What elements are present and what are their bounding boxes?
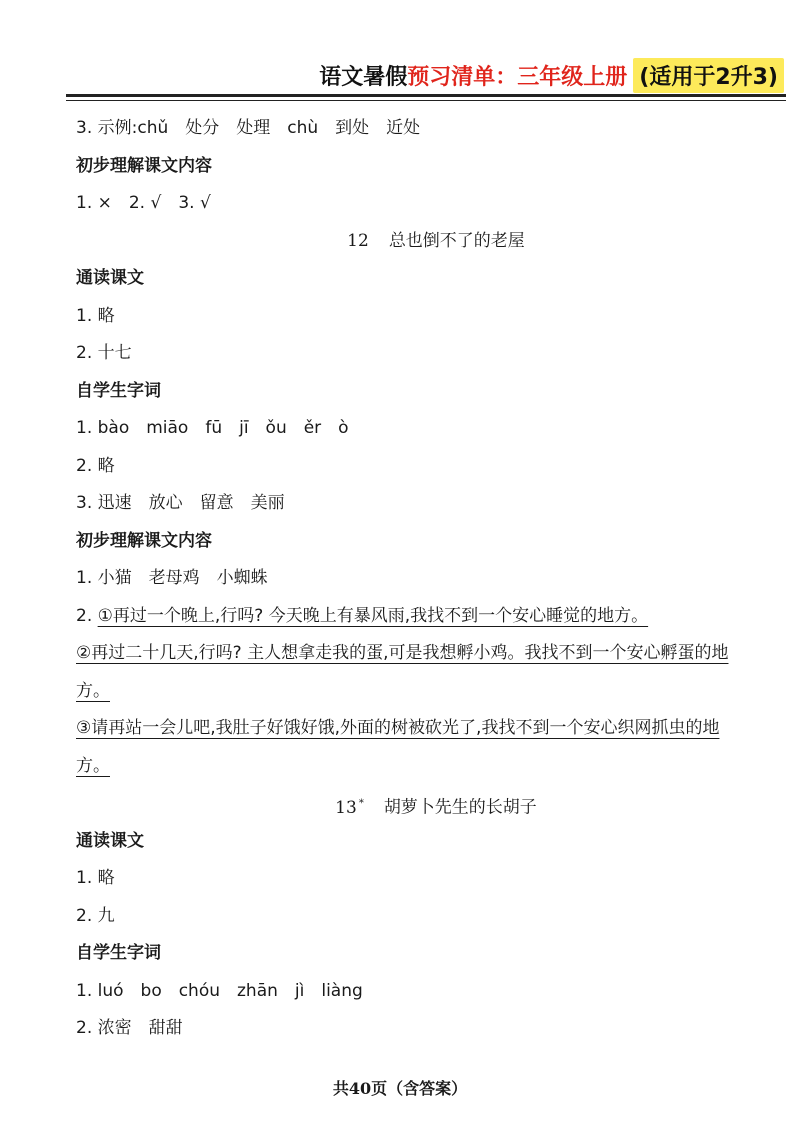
lesson-title (76, 785, 736, 823)
answer-item: 3. 迅速 放心 留意 美丽 (76, 493, 285, 513)
header-rule-thin (66, 100, 786, 101)
underlined-answer (76, 635, 736, 710)
answer-item: 1. × 2. √ 3. √ (76, 193, 211, 213)
answer-item: 1. 略 (76, 868, 115, 888)
answer-item: 2. 略 (76, 455, 115, 476)
lesson-number: 12 (347, 230, 369, 251)
header-title-red: 预习清单：三年级上册 (407, 64, 628, 90)
lesson-name: 总也倒不了的老屋 (388, 230, 525, 251)
section-heading: 通读课文 (76, 268, 144, 288)
answer-item: 1. 略 (76, 305, 115, 326)
underlined-answer (76, 710, 736, 785)
page-header (319, 58, 784, 92)
section-heading: 自学生字词 (76, 380, 161, 401)
lesson-title (76, 223, 736, 261)
answer-item: 2. 十七 (76, 343, 132, 363)
answer-prefix: 2. (76, 605, 98, 626)
section-heading: 自学生字词 (76, 943, 161, 963)
lesson-name: 胡萝卜先生的长胡子 (383, 797, 537, 818)
answer-item: 2. 浓密 甜甜 (76, 1018, 183, 1038)
answer-item: 1. bào miāo fū jī ǒu ěr ò (76, 418, 349, 438)
answer-text: ①再过一个晚上,行吗? 今天晚上有暴风雨,我找不到一个安心睡觉的地方。 (97, 605, 649, 626)
answer-item: 1. luó bo chóu zhān jì liàng (76, 980, 363, 1001)
answer-item: 2. 九 (76, 905, 115, 926)
underlined-answer (76, 598, 736, 636)
answer-content (76, 110, 736, 1048)
page-footer: 共40页（含答案） (332, 1079, 468, 1098)
header-title-black: 语文暑假 (319, 64, 408, 90)
answer-text: ②再过二十几天,行吗? 主人想拿走我的蛋,可是我想孵小鸡。我找不到一个安心孵蛋的地方。 (76, 643, 729, 701)
section-heading: 初步理解课文内容 (76, 155, 212, 176)
section-heading: 初步理解课文内容 (76, 530, 212, 551)
answer-item: 3. 示例:chǔ 处分 处理 chù 到处 近处 (76, 118, 421, 138)
section-heading: 通读课文 (76, 830, 144, 851)
answer-text: ③请再站一会儿吧,我肚子好饿好饿,外面的树被砍光了,我找不到一个安心织网抓虫的地方。 (76, 718, 720, 776)
lesson-number: 13 * (335, 797, 364, 818)
lesson-star: * (358, 798, 364, 809)
header-grade-tag: (适用于2升3) (633, 58, 784, 93)
answer-item: 1. 小猫 老母鸡 小蜘蛛 (76, 568, 268, 588)
header-rule-thick (66, 94, 786, 97)
